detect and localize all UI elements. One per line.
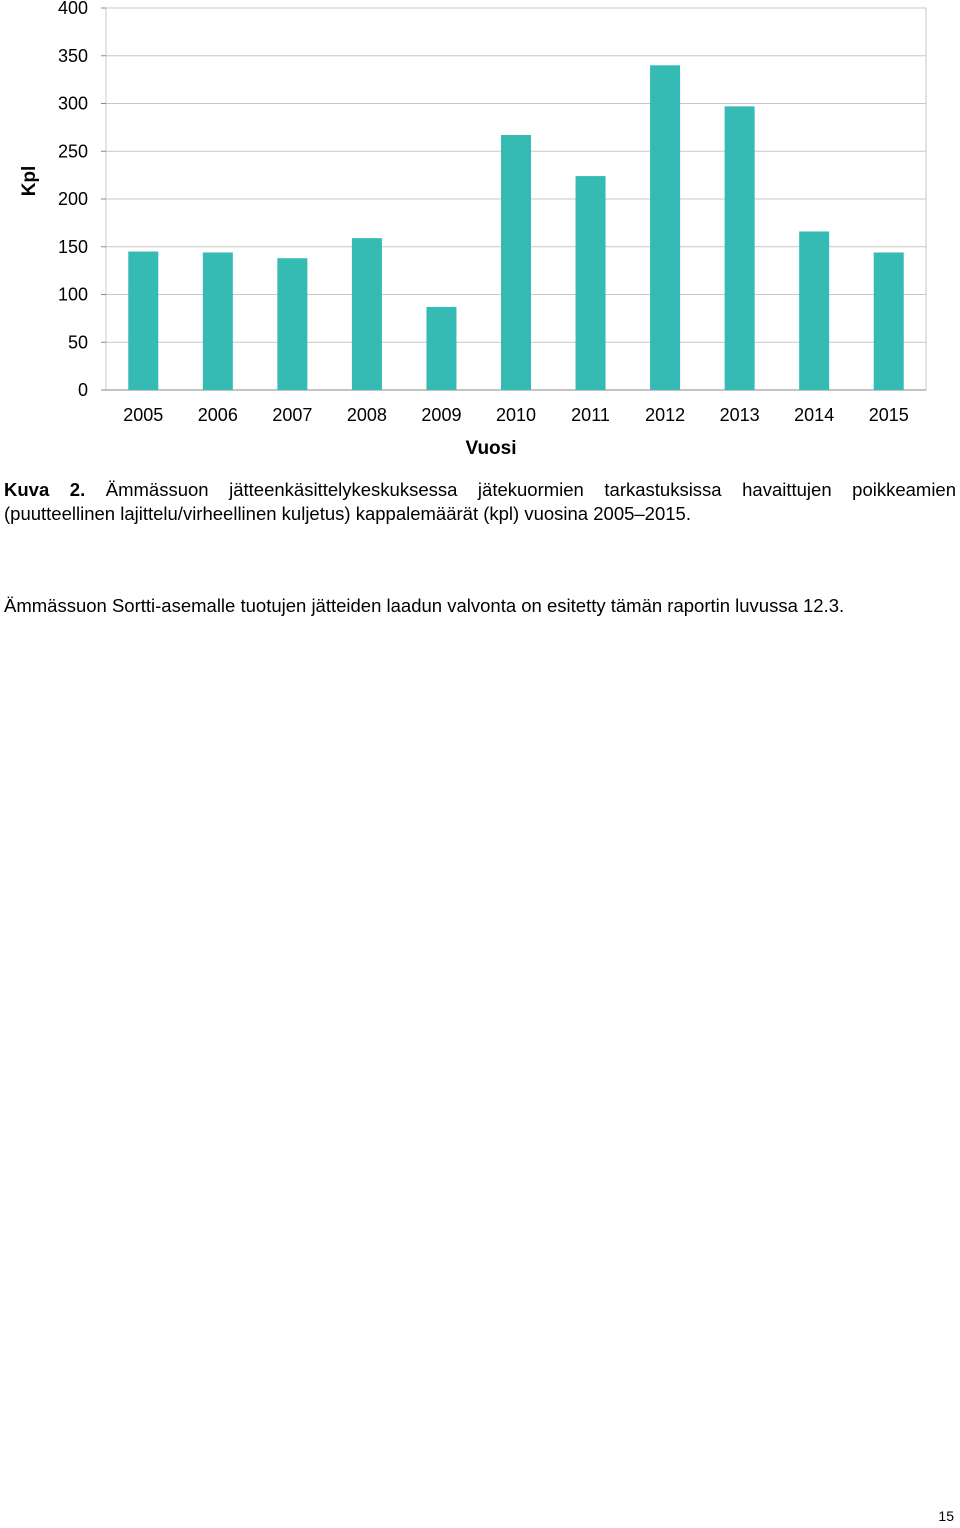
x-tick-label: 2014 [794,405,835,425]
x-tick-label: 2013 [719,405,760,425]
y-tick-label: 400 [57,0,88,18]
x-tick-label: 2007 [272,405,313,425]
bars [128,65,903,390]
figure-caption [4,478,956,526]
y-tick-label: 50 [67,332,88,353]
bar-2015 [874,252,904,390]
y-tick-label: 150 [57,236,88,257]
caption-label: Kuva 2. [4,479,86,500]
x-tick-label: 2008 [346,405,387,425]
bar-2006 [203,252,233,390]
y-tick-labels [58,0,88,400]
caption-text: Ämmässuon jätteenkäsittelykeskuksessa jätekuormien tarkastuksissa havaittujen poikkeamien (puutteellinen lajittelu/virheellinen kuljetus) kappalemäärät (kpl) vuosina 2005–2015. [4,479,957,524]
bar-2008 [352,238,382,390]
y-tick-label: 350 [57,45,88,66]
x-tick-label: 2012 [645,405,686,425]
x-tick-label: 2011 [571,405,610,425]
y-axis-title: Kpl [19,165,40,197]
page-number: 15 [938,1508,954,1524]
y-tick-label: 300 [57,93,88,114]
y-tick-label: 100 [57,284,88,305]
y-tick-label: 250 [57,141,88,162]
bar-2009 [426,307,456,390]
x-tick-label: 2015 [868,405,909,425]
x-tick-labels [123,405,909,425]
y-tick-label: 200 [57,189,88,209]
bar-2014 [799,231,829,390]
bar-2005 [128,252,158,390]
bar-2007 [277,258,307,390]
x-tick-label: 2006 [197,405,238,425]
y-tick-label: 0 [77,380,88,400]
bar-2011 [576,176,606,390]
x-tick-label: 2009 [421,405,462,425]
body-paragraph: Ämmässuon Sortti-asemalle tuotujen jätteiden laadun valvonta on esitetty tämän raportin luvussa 12.3. [4,595,845,616]
bar-2012 [650,65,680,390]
x-tick-label: 2005 [123,405,164,425]
x-tick-label: 2010 [495,405,537,425]
bar-chart [0,0,960,470]
bar-2010 [501,135,531,390]
bar-2013 [725,106,755,390]
x-axis-title: Vuosi [465,438,517,459]
